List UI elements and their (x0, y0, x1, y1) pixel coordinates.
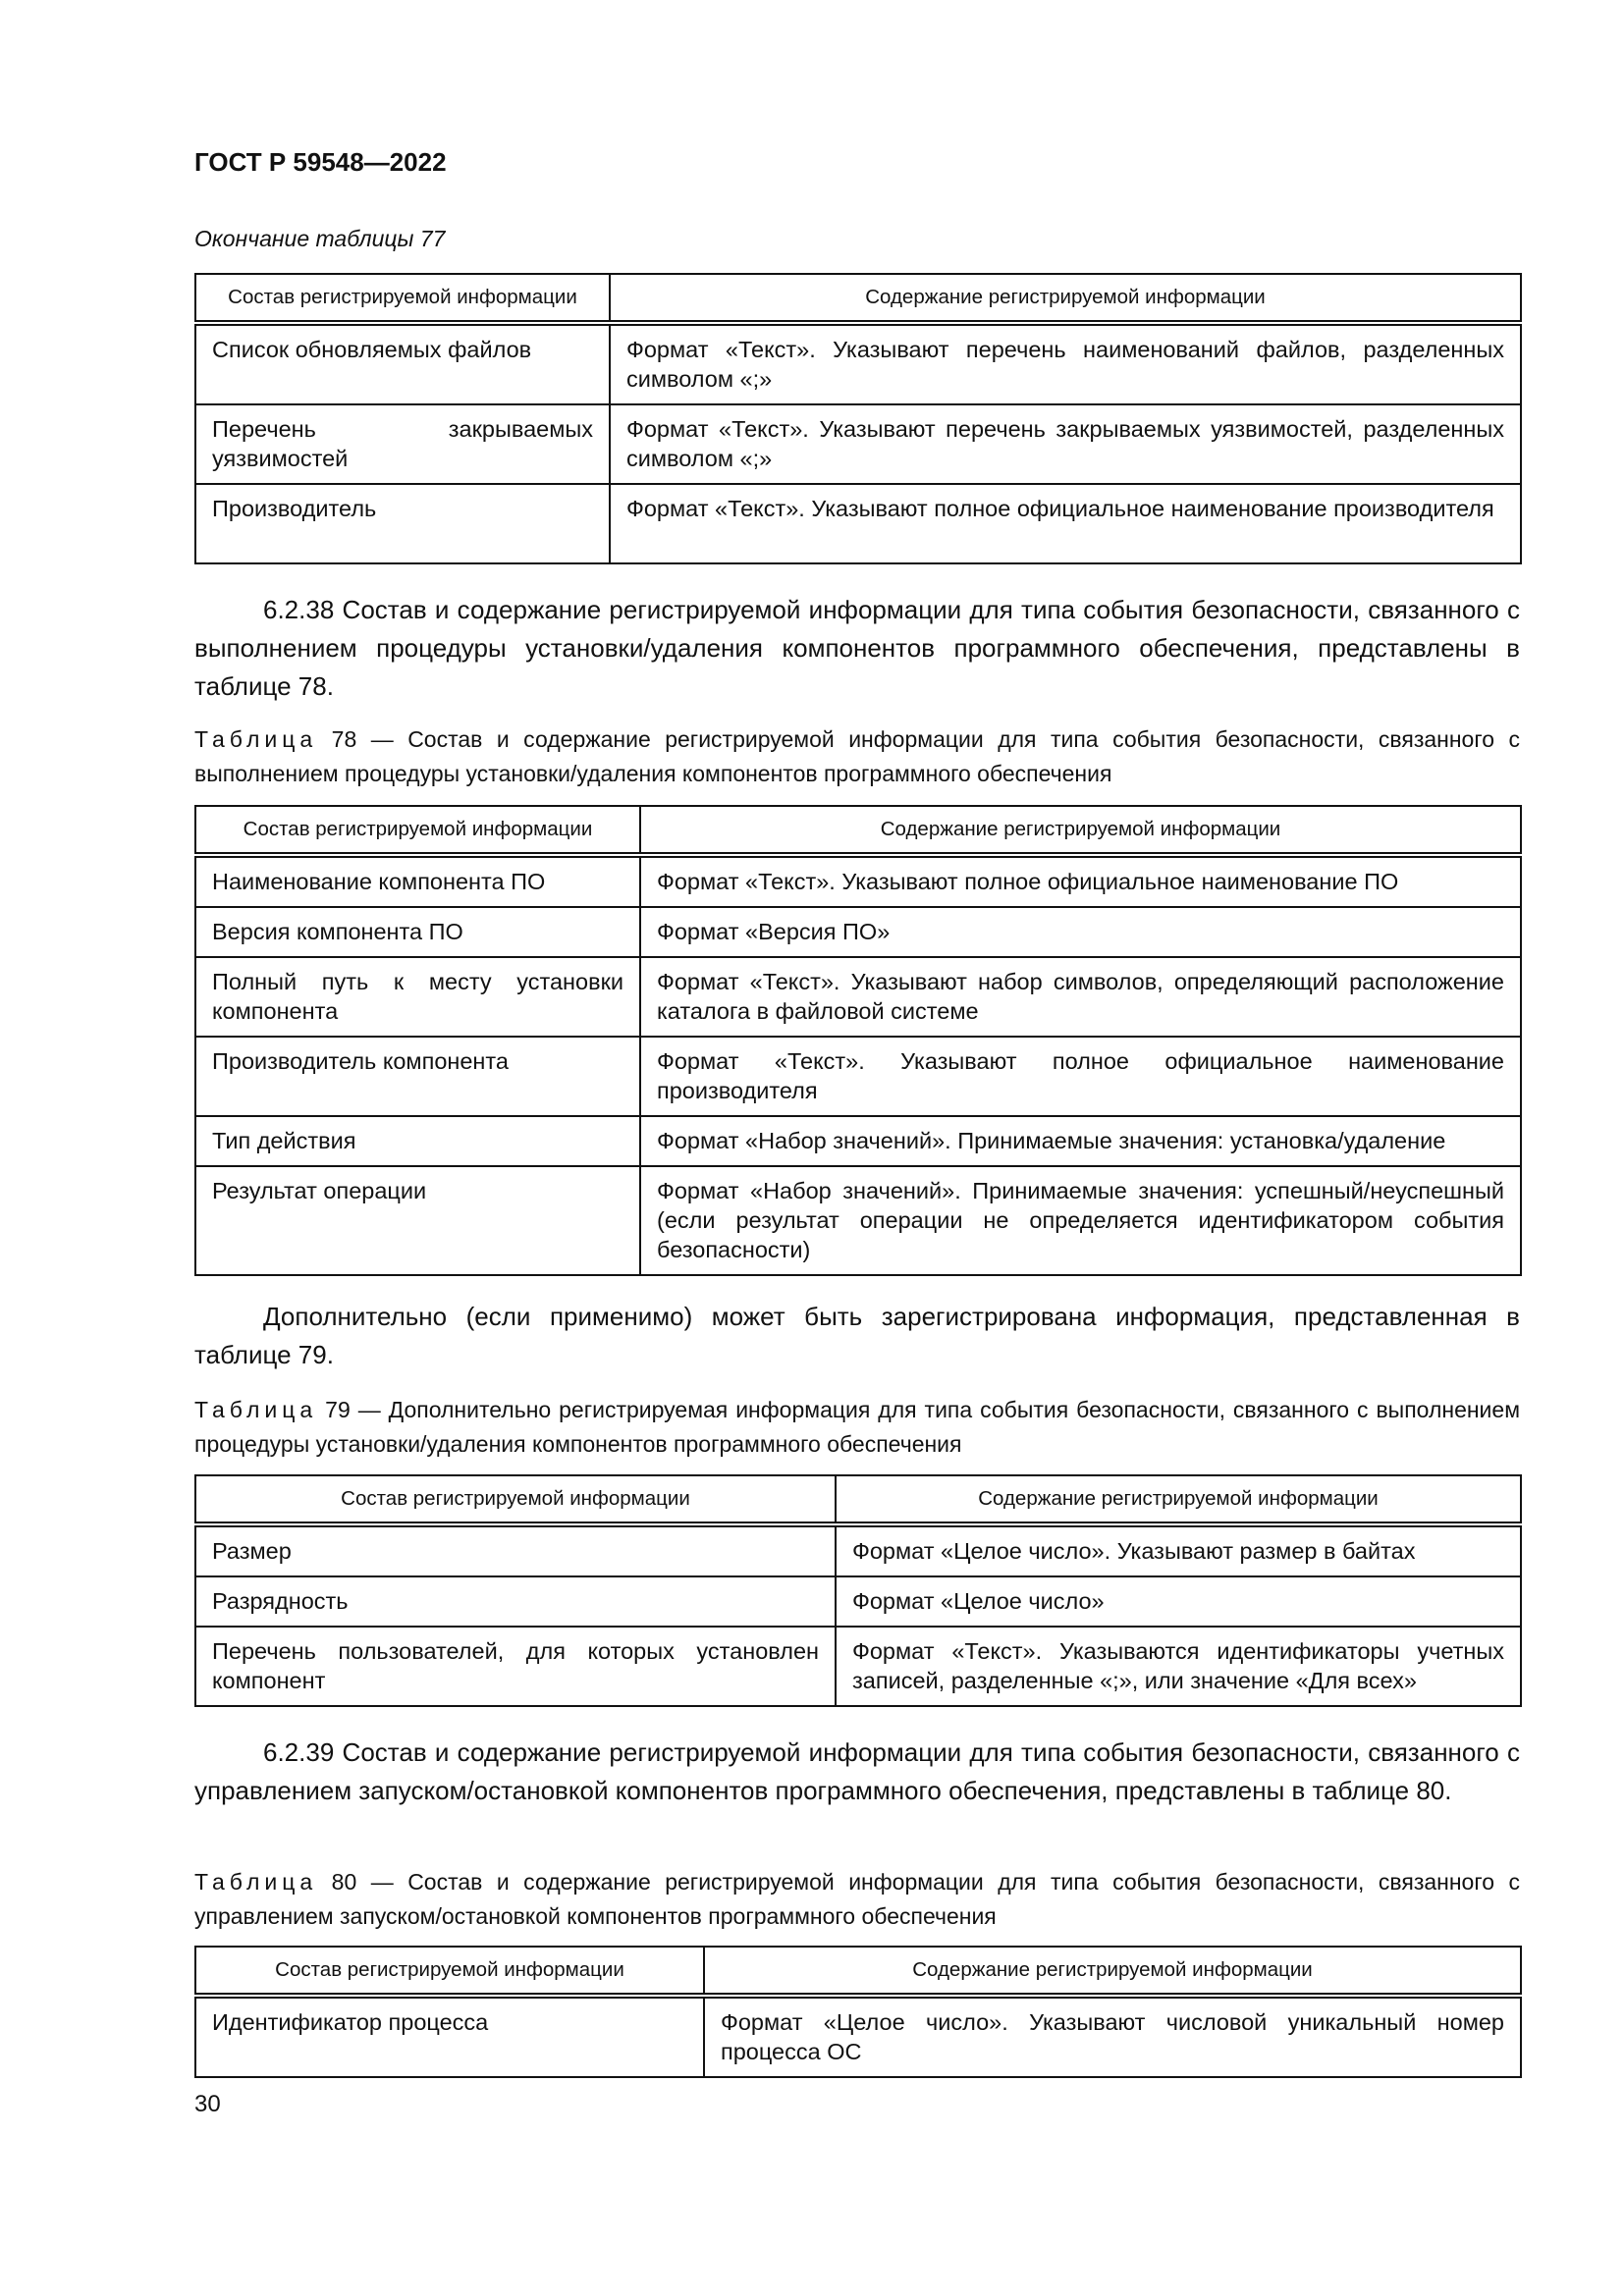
paragraph-6-2-38: 6.2.38 Состав и содержание регистрируемой информации для типа события безопасности, связанного с выполнением процедуры установки/удаления компонентов программного обеспечения, представлены в таблице 78. (194, 595, 1520, 701)
table-cell: Формат «Целое число». Указывают размер в байтах (836, 1524, 1521, 1576)
table-cell: Версия компонента ПО (195, 907, 640, 957)
table-header-row (195, 806, 1521, 855)
table-header-row (195, 1947, 1521, 1996)
table-row (195, 855, 1521, 907)
table-cell: Наименование компонента ПО (195, 855, 640, 907)
table-cell: Разрядность (195, 1576, 836, 1627)
table-row (195, 1576, 1521, 1627)
table-80-caption (194, 1865, 1520, 1934)
paragraph-additional: Дополнительно (если применимо) может быть зарегистрирована информация, представленная в таблице 79. (194, 1302, 1520, 1369)
table-header-row (195, 274, 1521, 323)
table-cell: Формат «Набор значений». Принимаемые значения: установка/удаление (640, 1116, 1521, 1166)
table-row (195, 1524, 1521, 1576)
table-cell: Формат «Текст». Указывают перечень закрываемых уязвимостей, разделенных символом «;» (610, 404, 1521, 484)
table-79-caption (194, 1393, 1520, 1462)
table-row (195, 404, 1521, 484)
table-row (195, 1627, 1521, 1706)
column-header: Содержание регистрируемой информации (704, 1947, 1521, 1996)
table-cell: Формат «Текст». Указывают полное официальное наименование производителя (610, 484, 1521, 563)
table-cell: Формат «Версия ПО» (640, 907, 1521, 957)
table-row (195, 957, 1521, 1037)
caption-label: Таблица (194, 726, 318, 752)
table-cell: Формат «Целое число» (836, 1576, 1521, 1627)
table-cell: Список обновляемых файлов (195, 323, 610, 404)
table-row (195, 484, 1521, 563)
caption-text: 79 — Дополнительно регистрируемая информация для типа события безопасности, связанного с выполнением процедуры установки/удаления компонентов программного обеспечения (194, 1397, 1521, 1457)
table-cell: Формат «Текст». Указывают полное официальное наименование ПО (640, 855, 1521, 907)
document-id: ГОСТ Р 59548—2022 (194, 147, 447, 177)
table-cell: Полный путь к месту установки компонента (195, 957, 640, 1037)
table-cell: Результат операции (195, 1166, 640, 1275)
table-79 (194, 1474, 1520, 1707)
column-header: Состав регистрируемой информации (195, 1947, 704, 1996)
table-cell: Тип действия (195, 1116, 640, 1166)
table-row (195, 1996, 1521, 2077)
page-number: 30 (194, 2091, 221, 2117)
caption-text: 78 — Состав и содержание регистрируемой информации для типа события безопасности, связанного с выполнением процедуры установки/удаления компонентов программного обеспечения (194, 726, 1520, 786)
table-row (195, 907, 1521, 957)
column-header: Состав регистрируемой информации (195, 806, 640, 855)
table-cell: Формат «Текст». Указывают перечень наименований файлов, разделенных символом «;» (610, 323, 1521, 404)
table-77-continuation-label: Окончание таблицы 77 (194, 226, 446, 251)
column-header: Содержание регистрируемой информации (640, 806, 1521, 855)
column-header: Содержание регистрируемой информации (610, 274, 1521, 323)
table-row (195, 323, 1521, 404)
column-header: Состав регистрируемой информации (195, 274, 610, 323)
table-cell: Размер (195, 1524, 836, 1576)
table-cell: Идентификатор процесса (195, 1996, 704, 2077)
table-cell: Формат «Целое число». Указывают числовой уникальный номер процесса ОС (704, 1996, 1521, 2077)
table-78 (194, 805, 1520, 1276)
table-cell: Формат «Текст». Указываются идентификаторы учетных записей, разделенные «;», или значение «Для всех» (836, 1627, 1521, 1706)
table-78-caption (194, 722, 1520, 791)
paragraph-6-2-39: 6.2.39 Состав и содержание регистрируемой информации для типа события безопасности, связанного с управлением запуском/остановкой компонентов программного обеспечения, представлены в таблице 80. (194, 1737, 1520, 1805)
column-header: Состав регистрируемой информации (195, 1475, 836, 1524)
table-80 (194, 1946, 1520, 2078)
table-row (195, 1037, 1521, 1116)
table-cell: Формат «Текст». Указывают полное официальное наименование производителя (640, 1037, 1521, 1116)
table-cell: Формат «Набор значений». Принимаемые значения: успешный/неуспешный (если результат операции не определяется идентификатором события безопасности) (640, 1166, 1521, 1275)
table-cell: Производитель (195, 484, 610, 563)
column-header: Содержание регистрируемой информации (836, 1475, 1521, 1524)
table-cell: Формат «Текст». Указывают набор символов, определяющий расположение каталога в файловой системе (640, 957, 1521, 1037)
caption-text: 80 — Состав и содержание регистрируемой информации для типа события безопасности, связанного с управлением запуском/остановкой компонентов программного обеспечения (194, 1869, 1520, 1929)
table-cell: Перечень закрываемых уязвимостей (195, 404, 610, 484)
table-row (195, 1166, 1521, 1275)
table-cell: Перечень пользователей, для которых установлен компонент (195, 1627, 836, 1706)
caption-label: Таблица (194, 1397, 318, 1422)
caption-label: Таблица (194, 1869, 318, 1895)
table-row (195, 1116, 1521, 1166)
table-77 (194, 273, 1520, 564)
table-cell: Производитель компонента (195, 1037, 640, 1116)
table-header-row (195, 1475, 1521, 1524)
